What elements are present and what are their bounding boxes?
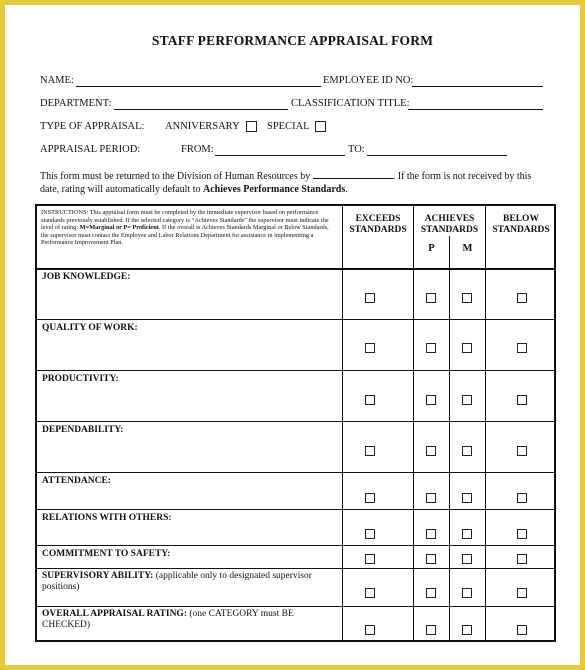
safety-exceeds-checkbox[interactable] (365, 554, 375, 564)
row-note: (applicable only to designated supervisor positions) (42, 571, 312, 592)
form-page (5, 5, 580, 665)
from-label: FROM: (181, 144, 214, 155)
supervisory-below-checkbox[interactable] (517, 588, 527, 598)
type-of-appraisal-label: TYPE OF APPRAISAL: (40, 121, 145, 132)
safety-below-checkbox[interactable] (517, 554, 527, 564)
dependability-marginal-checkbox[interactable] (462, 446, 472, 456)
row-label: ATTENDANCE: (42, 476, 111, 486)
department-label: DEPARTMENT: (40, 98, 112, 109)
from-field[interactable] (215, 155, 345, 156)
col-below-standards: BELOW STANDARDS (492, 214, 550, 235)
overall-proficient-checkbox[interactable] (426, 625, 436, 635)
instructions (41, 209, 337, 247)
overall-exceeds-checkbox[interactable] (365, 625, 375, 635)
col-divider (342, 206, 343, 640)
row-divider (37, 319, 554, 320)
special-checkbox[interactable] (315, 121, 326, 132)
row-label: COMMITMENT TO SAFETY: (42, 549, 171, 559)
notice-text-end: . (345, 183, 348, 195)
relations-proficient-checkbox[interactable] (426, 529, 436, 539)
relations-exceeds-checkbox[interactable] (365, 529, 375, 539)
row-divider (37, 472, 554, 473)
row-divider (37, 568, 554, 569)
row-divider (37, 509, 554, 510)
row-commitment-to-safety (42, 549, 332, 560)
attendance-below-checkbox[interactable] (517, 493, 527, 503)
row-label: SUPERVISORY ABILITY: (42, 571, 154, 581)
row-productivity (42, 374, 332, 385)
quality-below-checkbox[interactable] (517, 343, 527, 353)
row-label: PRODUCTIVITY: (42, 374, 119, 384)
dependability-exceeds-checkbox[interactable] (365, 446, 375, 456)
special-label: SPECIAL (267, 121, 310, 132)
row-overall-appraisal-rating (42, 609, 332, 631)
quality-proficient-checkbox[interactable] (426, 343, 436, 353)
row-label: OVERALL APPRAISAL RATING: (42, 609, 187, 619)
job-knowledge-marginal-checkbox[interactable] (462, 293, 472, 303)
form-title: STAFF PERFORMANCE APPRAISAL FORM (151, 33, 434, 48)
notice-text-post: . If the form is not received by this date, rating will automatically default to (40, 171, 532, 195)
row-job-knowledge (42, 272, 332, 283)
name-field[interactable] (76, 86, 321, 87)
row-label: DEPENDABILITY: (42, 425, 124, 435)
relations-marginal-checkbox[interactable] (462, 529, 472, 539)
col-marginal: M (462, 243, 473, 254)
productivity-marginal-checkbox[interactable] (462, 395, 472, 405)
productivity-below-checkbox[interactable] (517, 395, 527, 405)
row-attendance (42, 476, 332, 487)
row-label: RELATIONS WITH OTHERS: (42, 513, 172, 523)
return-date-field[interactable] (313, 169, 393, 179)
overall-marginal-checkbox[interactable] (462, 625, 472, 635)
appraisal-period-label: APPRAISAL PERIOD: (40, 144, 141, 155)
col-divider (485, 206, 486, 640)
row-relations-with-others (42, 513, 332, 524)
safety-marginal-checkbox[interactable] (462, 554, 472, 564)
attendance-exceeds-checkbox[interactable] (365, 493, 375, 503)
rating-table (35, 204, 556, 642)
productivity-proficient-checkbox[interactable] (426, 395, 436, 405)
name-label: NAME: (40, 75, 74, 86)
dependability-proficient-checkbox[interactable] (426, 446, 436, 456)
col-exceeds-standards: EXCEEDS STANDARDS (349, 214, 407, 235)
relations-below-checkbox[interactable] (517, 529, 527, 539)
notice-text-pre: This form must be returned to the Division of Human Resources by (40, 171, 311, 182)
attendance-marginal-checkbox[interactable] (462, 493, 472, 503)
dependability-below-checkbox[interactable] (517, 446, 527, 456)
row-quality-of-work (42, 323, 332, 334)
row-divider (37, 370, 554, 371)
anniversary-label: ANNIVERSARY (165, 121, 240, 132)
supervisory-proficient-checkbox[interactable] (426, 588, 436, 598)
overall-below-checkbox[interactable] (517, 625, 527, 635)
supervisory-marginal-checkbox[interactable] (462, 588, 472, 598)
supervisory-exceeds-checkbox[interactable] (365, 588, 375, 598)
job-knowledge-proficient-checkbox[interactable] (426, 293, 436, 303)
col-proficient: P (428, 243, 435, 254)
quality-exceeds-checkbox[interactable] (365, 343, 375, 353)
row-supervisory-ability (42, 571, 332, 593)
header-divider (37, 268, 554, 270)
instructions-rating-levels: M=Marginal or P= Proficient (79, 224, 159, 231)
instructions-text: INSTRUCTIONS: This appraisal form must be completed by the immediate supervisor based on performance standards previously established. If the selected category is “Achieves Standards” the supervisor must indicate the level of rating: (41, 209, 329, 231)
row-label: JOB KNOWLEDGE: (42, 272, 131, 282)
row-label: QUALITY OF WORK: (42, 323, 138, 333)
to-field[interactable] (367, 155, 507, 156)
classification-label: CLASSIFICATION TITLE: (291, 98, 410, 109)
row-divider (37, 606, 554, 607)
productivity-exceeds-checkbox[interactable] (365, 395, 375, 405)
col-divider (413, 206, 414, 640)
attendance-proficient-checkbox[interactable] (426, 493, 436, 503)
row-divider (37, 545, 554, 546)
col-achieves-standards: ACHIEVES STANDARDS (420, 214, 479, 235)
classification-field[interactable] (408, 109, 543, 110)
anniversary-checkbox[interactable] (246, 121, 257, 132)
employee-id-field[interactable] (412, 86, 543, 87)
to-label: TO: (348, 144, 365, 155)
department-field[interactable] (114, 109, 288, 110)
notice-default-rating: Achieves Performance Standards (203, 183, 346, 195)
row-divider (37, 421, 554, 422)
col-divider (449, 236, 450, 640)
return-notice (40, 169, 550, 196)
instructions-text-2: . If the overall is Achieves Standards Marginal or Below Standards, the supervisor must contact the Employee and Labor Relations Department for assistance in implementing a Performance Improvement Plan. (41, 224, 329, 246)
row-dependability (42, 425, 332, 436)
quality-marginal-checkbox[interactable] (462, 343, 472, 353)
employee-id-label: EMPLOYEE ID NO: (323, 75, 414, 86)
safety-proficient-checkbox[interactable] (426, 554, 436, 564)
job-knowledge-exceeds-checkbox[interactable] (365, 293, 375, 303)
job-knowledge-below-checkbox[interactable] (517, 293, 527, 303)
row-note: (one CATEGORY must BE CHECKED) (42, 609, 294, 630)
